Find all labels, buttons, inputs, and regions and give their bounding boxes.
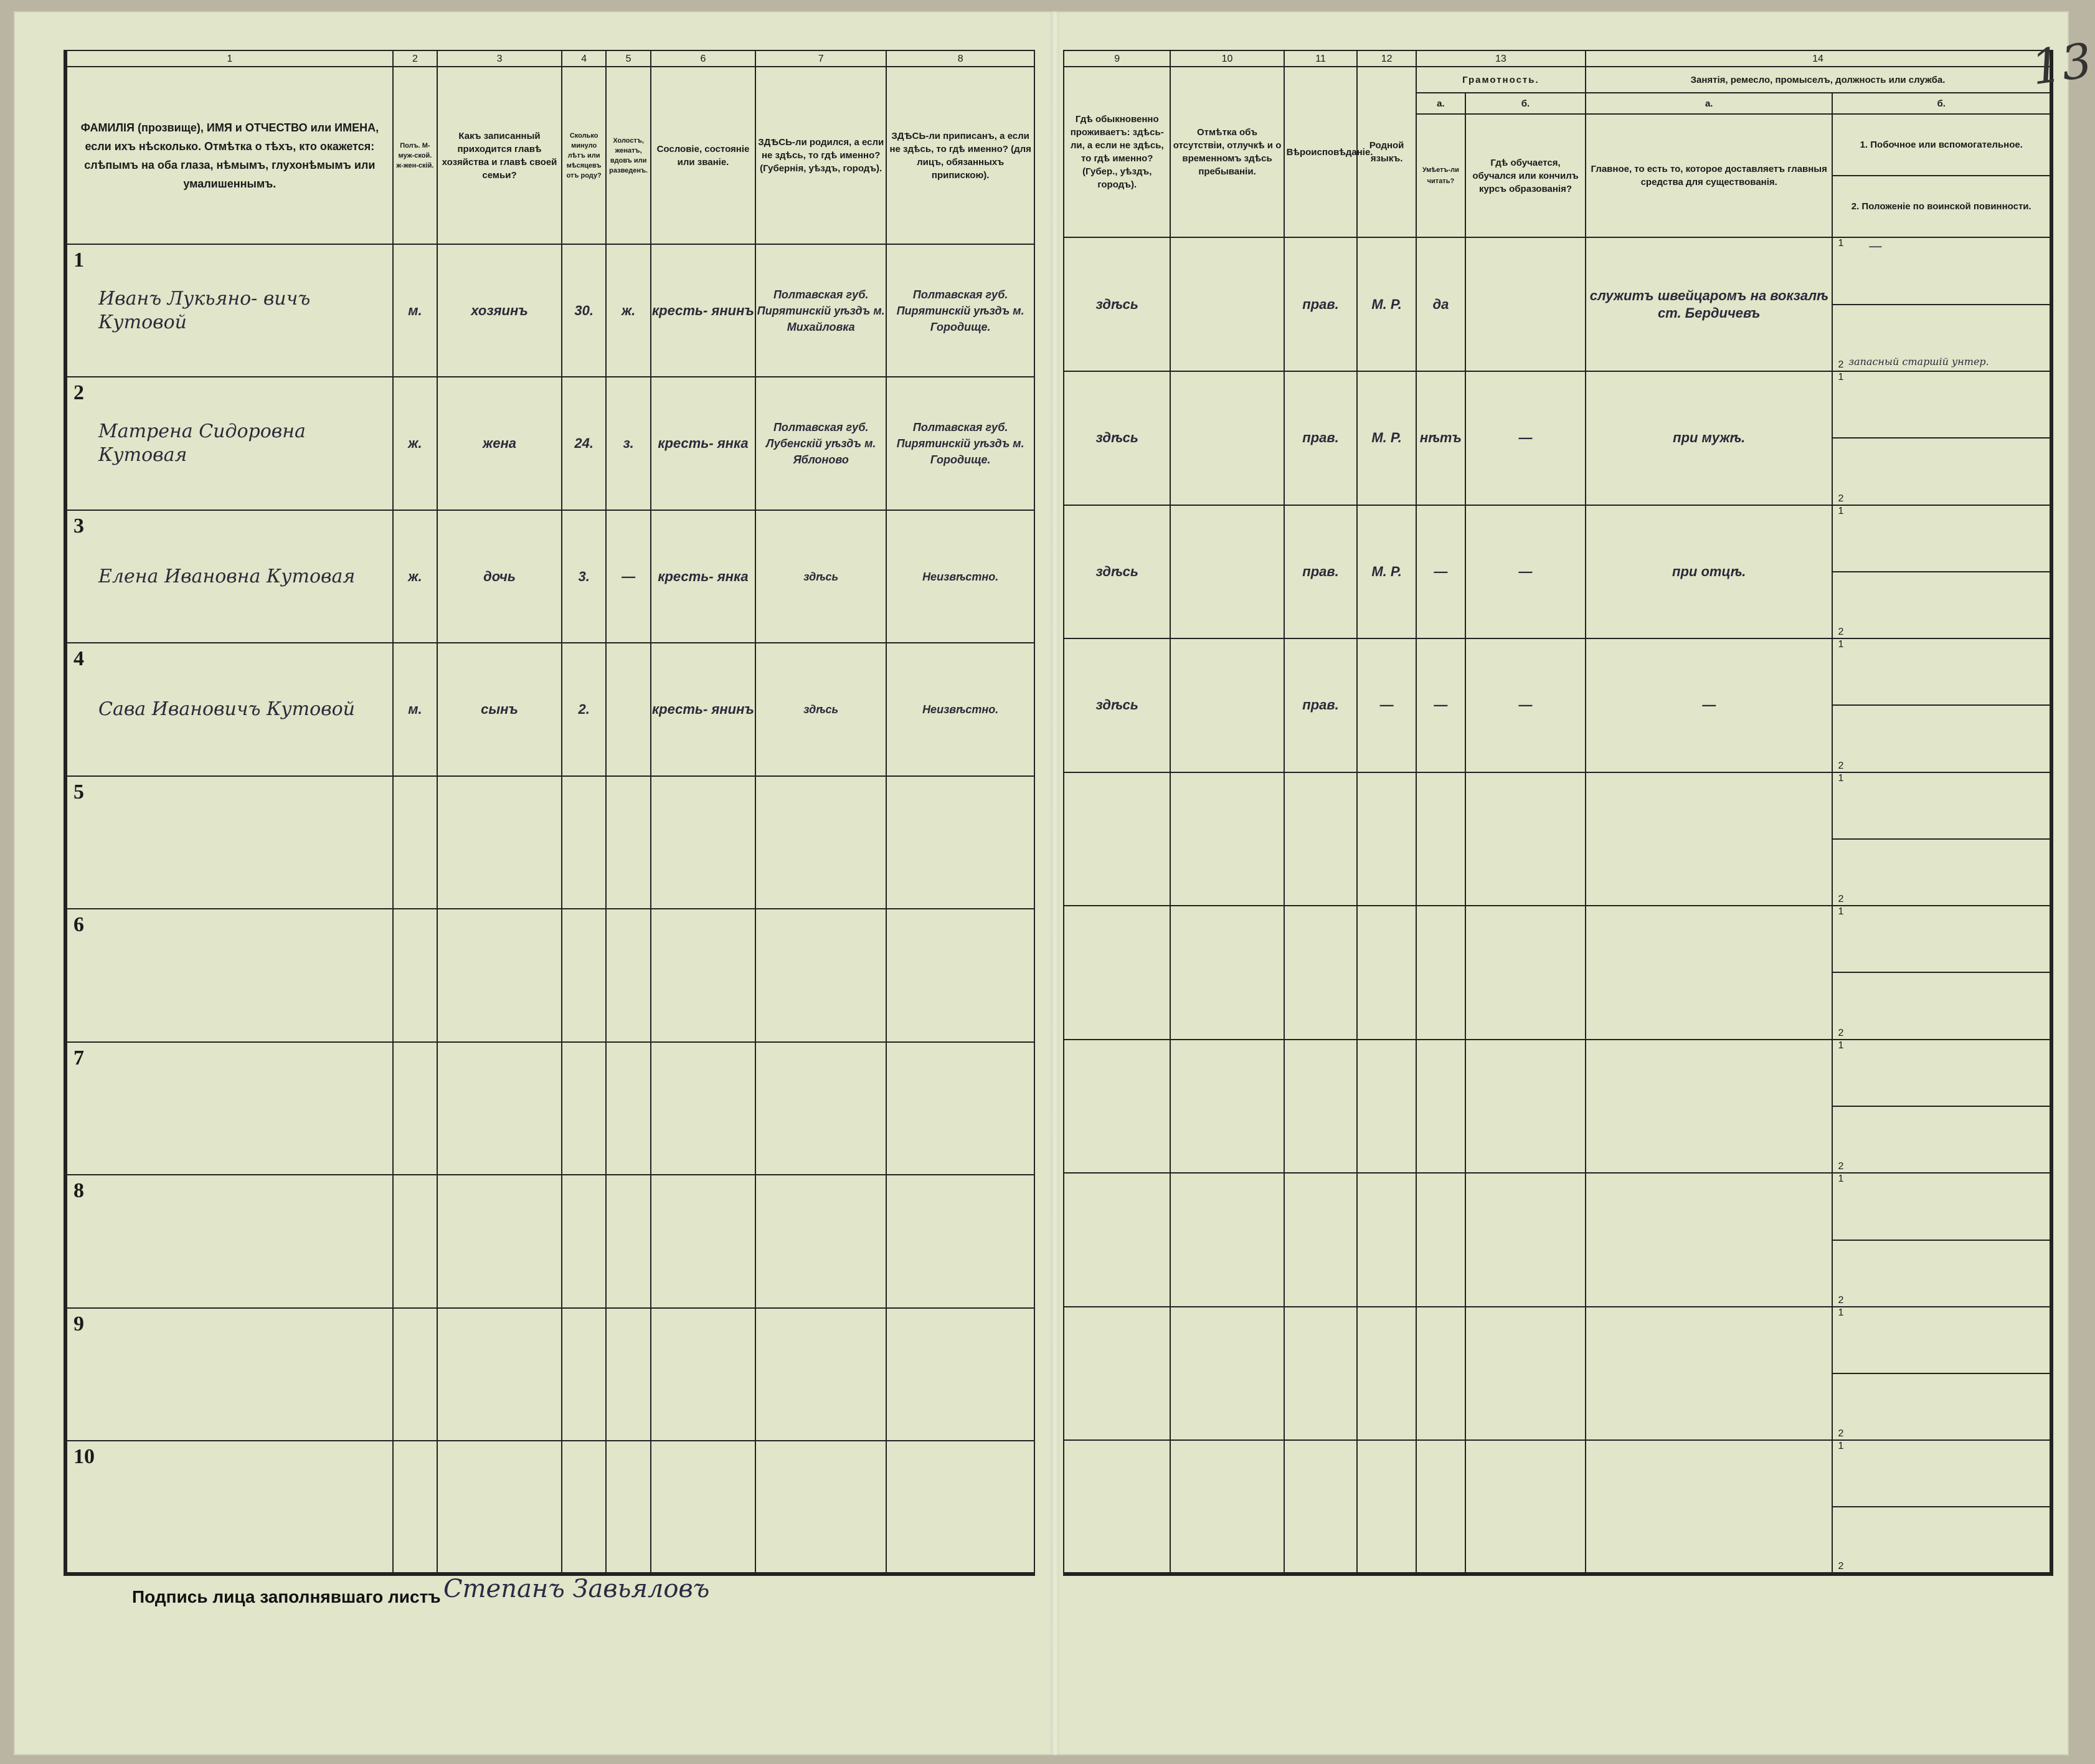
page-fold <box>1051 11 1059 1755</box>
literate-cell: да <box>1416 237 1465 371</box>
sex-cell <box>393 1441 437 1574</box>
col14-b2-text: 2. Положеніе по воинской повинности. <box>1851 201 2031 212</box>
col-header-birthplace: ЗДѢСЬ-ли родился, а если не здѣсь, то гдѣ именно? (Губернія, уѣздъ, городъ). <box>755 67 886 244</box>
religion-cell <box>1284 1173 1358 1307</box>
age-cell <box>562 1175 606 1308</box>
absence-cell <box>1170 1040 1284 1174</box>
main-occupation-cell: при отцѣ. <box>1586 505 1832 639</box>
name-cell <box>65 1175 393 1308</box>
age-cell: 2. <box>562 643 606 776</box>
birthplace-cell: здѣсь <box>755 510 886 643</box>
estate-cell <box>651 909 755 1042</box>
col-header-age: Сколько минуло лѣтъ или мѣсяцевъ отъ роду? <box>562 67 606 244</box>
person-name: Иванъ Лукьяно- вичъ Кутовой <box>98 287 311 333</box>
main-occupation-cell <box>1586 1440 1832 1574</box>
marital-cell <box>606 909 650 1042</box>
military-status <box>1833 706 2050 771</box>
right-header-row-1 <box>1064 67 2051 93</box>
language-cell <box>1357 906 1416 1040</box>
military-status-value: запасный старшій унтер. <box>1848 355 1989 368</box>
secondary-occupation-cell <box>1832 371 2051 505</box>
row-number: 2 <box>73 381 84 405</box>
relation-cell: дочь <box>437 510 562 643</box>
left-rows <box>65 244 1034 1574</box>
marital-cell <box>606 1042 650 1175</box>
literate-cell: — <box>1416 505 1465 639</box>
age-cell <box>562 776 606 909</box>
side-occupation-index: 1 <box>1838 639 1844 650</box>
marital-cell: — <box>606 510 650 643</box>
right-rows <box>1064 237 2051 1574</box>
language-cell: М. Р. <box>1357 237 1416 371</box>
col-num-9: 9 <box>1064 50 1170 67</box>
age-cell <box>562 1308 606 1441</box>
estate-cell: кресть- янка <box>651 510 755 643</box>
absence-cell <box>1170 1173 1284 1307</box>
col-num-11: 11 <box>1284 50 1358 67</box>
birthplace-cell <box>755 1175 886 1308</box>
side-occupation <box>1833 639 2050 706</box>
absence-cell <box>1170 237 1284 371</box>
religion-cell: прав. <box>1284 371 1358 505</box>
birthplace-cell <box>755 1441 886 1574</box>
col-header-relation: Какъ записанный приходится главѣ хозяйства и главѣ своей семьи? <box>437 67 562 244</box>
residence-cell <box>1064 906 1170 1040</box>
registration-cell: Полтавская губ. Пирятинскій уѣздъ м. Городище. <box>886 244 1034 377</box>
religion-cell <box>1284 1040 1358 1174</box>
name-cell <box>65 377 393 510</box>
secondary-occupation-cell <box>1832 505 2051 639</box>
col13-b-label: б. <box>1465 93 1586 114</box>
table-row <box>65 1441 1034 1574</box>
census-sheet <box>14 11 2095 1755</box>
language-cell <box>1357 1307 1416 1441</box>
relation-cell <box>437 1175 562 1308</box>
residence-cell <box>1064 1307 1170 1441</box>
col-header-residence: Гдѣ обыкновенно проживаетъ: здѣсь-ли, а если не здѣсь, то гдѣ именно? (Губер., уѣздъ, городъ). <box>1064 67 1170 237</box>
military-status <box>1833 1107 2050 1172</box>
birthplace-cell: Полтавская губ. Пирятинскій уѣздъ м. Михайловка <box>755 244 886 377</box>
table-row <box>65 244 1034 377</box>
col-header-occupation: Занятія, ремесло, промыселъ, должность или служба. <box>1586 67 2051 93</box>
residence-cell: здѣсь <box>1064 638 1170 772</box>
language-cell: — <box>1357 638 1416 772</box>
side-occupation <box>1833 906 2050 973</box>
military-status-index: 2 <box>1838 493 1844 504</box>
side-occupation <box>1833 1040 2050 1107</box>
name-cell <box>65 1441 393 1574</box>
secondary-occupation-cell <box>1832 1440 2051 1574</box>
right-column-numbers <box>1064 50 2051 67</box>
birthplace-cell: Полтавская губ. Лубенскій уѣздъ м. Яблоново <box>755 377 886 510</box>
table-row <box>1064 638 2051 772</box>
residence-cell <box>1064 1173 1170 1307</box>
relation-cell: сынъ <box>437 643 562 776</box>
name-cell <box>65 643 393 776</box>
col-num-7: 7 <box>755 50 886 67</box>
table-row <box>65 510 1034 643</box>
row-number: 10 <box>73 1445 95 1469</box>
military-status <box>1833 1507 2050 1572</box>
sex-cell <box>393 1042 437 1175</box>
education-cell <box>1465 237 1586 371</box>
secondary-occupation-cell <box>1832 906 2051 1040</box>
marital-cell <box>606 643 650 776</box>
col-num-2: 2 <box>393 50 437 67</box>
side-occupation <box>1833 238 2050 305</box>
registration-cell <box>886 776 1034 909</box>
col-num-10: 10 <box>1170 50 1284 67</box>
relation-cell <box>437 1308 562 1441</box>
estate-cell <box>651 1042 755 1175</box>
table-row <box>1064 505 2051 639</box>
row-number: 6 <box>73 913 84 937</box>
education-cell <box>1465 906 1586 1040</box>
person-name: Сава Ивановичъ Кутовой <box>98 698 356 721</box>
language-cell <box>1357 772 1416 906</box>
religion-cell <box>1284 1307 1358 1441</box>
registration-cell <box>886 1175 1034 1308</box>
religion-cell: прав. <box>1284 638 1358 772</box>
secondary-occupation-cell <box>1832 772 2051 906</box>
side-occupation <box>1833 1174 2050 1240</box>
literate-cell <box>1416 772 1465 906</box>
col13-b-text: Гдѣ обучается, обучался или кончилъ курсъ образованія? <box>1465 114 1586 237</box>
sex-cell <box>393 909 437 1042</box>
education-cell <box>1465 1173 1586 1307</box>
birthplace-cell <box>755 1042 886 1175</box>
left-column-numbers <box>65 50 1034 67</box>
birthplace-cell <box>755 909 886 1042</box>
side-occupation-value: — <box>1868 239 1883 255</box>
military-status <box>1833 439 2050 504</box>
col-header-religion: Вѣроисповѣданіе. <box>1284 67 1358 237</box>
literate-cell <box>1416 1040 1465 1174</box>
side-occupation-index: 1 <box>1838 371 1844 382</box>
sex-cell <box>393 1308 437 1441</box>
language-cell <box>1357 1440 1416 1574</box>
language-cell <box>1357 1040 1416 1174</box>
table-row <box>65 776 1034 909</box>
registration-cell: Неизвѣстно. <box>886 510 1034 643</box>
main-occupation-cell <box>1586 772 1832 906</box>
secondary-occupation-cell <box>1832 237 2051 371</box>
estate-cell <box>651 1308 755 1441</box>
col-num-4: 4 <box>562 50 606 67</box>
absence-cell <box>1170 371 1284 505</box>
col13-a-text: Умѣетъ-ли читать? <box>1416 114 1465 237</box>
col14-b-label: б. <box>1832 93 2051 114</box>
age-cell: 3. <box>562 510 606 643</box>
education-cell: — <box>1465 638 1586 772</box>
religion-cell <box>1284 772 1358 906</box>
main-occupation-cell: служитъ швейцаромъ на вокзалѣ ст. Бердичевъ <box>1586 237 1832 371</box>
side-occupation-index: 1 <box>1838 505 1844 516</box>
registration-cell <box>886 1042 1034 1175</box>
relation-cell: хозяинъ <box>437 244 562 377</box>
sex-cell: ж. <box>393 377 437 510</box>
side-occupation-index: 1 <box>1838 1040 1844 1051</box>
col-num-3: 3 <box>437 50 562 67</box>
marital-cell: ж. <box>606 244 650 377</box>
age-cell <box>562 909 606 1042</box>
row-number: 5 <box>73 780 84 804</box>
side-occupation-index: 1 <box>1838 772 1844 784</box>
estate-cell: кресть- янинъ <box>651 643 755 776</box>
secondary-occupation-cell <box>1832 1307 2051 1441</box>
table-row <box>65 909 1034 1042</box>
table-row <box>1064 1440 2051 1574</box>
birthplace-cell <box>755 776 886 909</box>
signature: Степанъ Завьяловъ <box>443 1575 710 1603</box>
residence-cell: здѣсь <box>1064 505 1170 639</box>
col-num-6: 6 <box>651 50 755 67</box>
row-number: 1 <box>73 248 84 272</box>
main-occupation-cell <box>1586 1040 1832 1174</box>
col-num-12: 12 <box>1357 50 1416 67</box>
education-cell <box>1465 1307 1586 1441</box>
age-cell <box>562 1441 606 1574</box>
col13-a-label: а. <box>1416 93 1465 114</box>
absence-cell <box>1170 505 1284 639</box>
side-occupation-index: 1 <box>1838 906 1844 918</box>
residence-cell <box>1064 1440 1170 1574</box>
absence-cell <box>1170 1440 1284 1574</box>
military-status-index: 2 <box>1838 1027 1844 1038</box>
left-page-table <box>64 50 1035 1576</box>
col14-b1-text: 1. Побочное или вспомогательное. <box>1833 115 2050 176</box>
side-occupation <box>1833 1441 2050 1507</box>
signature-label: Подпись лица заполнявшаго листъ <box>132 1587 441 1606</box>
residence-cell: здѣсь <box>1064 237 1170 371</box>
military-status-index: 2 <box>1838 760 1844 771</box>
language-cell <box>1357 1173 1416 1307</box>
education-cell: — <box>1465 505 1586 639</box>
military-status <box>1833 973 2050 1038</box>
sex-cell: м. <box>393 244 437 377</box>
registration-cell <box>886 909 1034 1042</box>
table-row <box>65 1308 1034 1441</box>
military-status-index: 2 <box>1838 1428 1844 1439</box>
military-status-index: 2 <box>1838 359 1844 370</box>
name-cell <box>65 244 393 377</box>
registration-cell <box>886 1308 1034 1441</box>
sex-cell: м. <box>393 643 437 776</box>
col14-a-label: а. <box>1586 93 1832 114</box>
absence-cell <box>1170 1307 1284 1441</box>
marital-cell <box>606 1308 650 1441</box>
estate-cell <box>651 1175 755 1308</box>
military-status-index: 2 <box>1838 1294 1844 1306</box>
name-cell <box>65 510 393 643</box>
person-name: Матрена Сидоровна Кутовая <box>98 420 306 467</box>
literate-cell <box>1416 1440 1465 1574</box>
col-header-registration: ЗДѢСЬ-ли приписанъ, а если не здѣсь, то гдѣ именно? (для лицъ, обязанныхъ припискою). <box>886 67 1034 244</box>
table-row <box>65 1175 1034 1308</box>
sex-cell <box>393 776 437 909</box>
military-status-index: 2 <box>1838 627 1844 638</box>
col-header-language: Родной языкъ. <box>1357 67 1416 237</box>
marital-cell <box>606 1175 650 1308</box>
col14-b-text <box>1832 114 2051 237</box>
age-cell: 30. <box>562 244 606 377</box>
row-number: 8 <box>73 1179 84 1203</box>
marital-cell <box>606 776 650 909</box>
relation-cell: жена <box>437 377 562 510</box>
col-header-sex: Полъ. М-муж-ской. ж-жен-скій. <box>393 67 437 244</box>
row-number: 3 <box>73 514 84 538</box>
language-cell: М. Р. <box>1357 371 1416 505</box>
literate-cell <box>1416 1173 1465 1307</box>
military-status <box>1833 1241 2050 1306</box>
row-number: 4 <box>73 647 84 671</box>
col-header-literacy: Грамотность. <box>1416 67 1586 93</box>
row-number: 7 <box>73 1046 84 1069</box>
registration-cell <box>886 1441 1034 1574</box>
absence-cell <box>1170 906 1284 1040</box>
main-occupation-cell: при мужѣ. <box>1586 371 1832 505</box>
estate-cell: кресть- янинъ <box>651 244 755 377</box>
table-row <box>65 643 1034 776</box>
military-status <box>1833 572 2050 638</box>
military-status <box>1833 1374 2050 1439</box>
registration-cell: Полтавская губ. Пирятинскій уѣздъ м. Городище. <box>886 377 1034 510</box>
side-occupation-index: 1 <box>1838 1307 1844 1318</box>
name-cell <box>65 909 393 1042</box>
main-occupation-cell: — <box>1586 638 1832 772</box>
secondary-occupation-cell <box>1832 1040 2051 1174</box>
table-row <box>1064 1307 2051 1441</box>
registration-cell: Неизвѣстно. <box>886 643 1034 776</box>
right-page-table <box>1063 50 2053 1576</box>
relation-cell <box>437 1441 562 1574</box>
literate-cell <box>1416 1307 1465 1441</box>
literate-cell: нѣтъ <box>1416 371 1465 505</box>
relation-cell <box>437 776 562 909</box>
estate-cell <box>651 1441 755 1574</box>
age-cell: 24. <box>562 377 606 510</box>
education-cell <box>1465 1040 1586 1174</box>
side-occupation <box>1833 506 2050 572</box>
absence-cell <box>1170 772 1284 906</box>
military-status-index: 2 <box>1838 1161 1844 1172</box>
table-row <box>65 377 1034 510</box>
table-row <box>1064 906 2051 1040</box>
table-row <box>1064 237 2051 371</box>
literate-cell <box>1416 906 1465 1040</box>
marital-cell <box>606 1441 650 1574</box>
relation-cell <box>437 1042 562 1175</box>
col-num-14: 14 <box>1586 50 2051 67</box>
residence-cell <box>1064 1040 1170 1174</box>
education-cell <box>1465 1440 1586 1574</box>
military-status <box>1833 305 2050 371</box>
secondary-occupation-cell <box>1832 1173 2051 1307</box>
side-occupation <box>1833 1307 2050 1374</box>
col-header-absence: Отмѣтка объ отсутствіи, отлучкѣ и о временномъ здѣсь пребываніи. <box>1170 67 1284 237</box>
absence-cell <box>1170 638 1284 772</box>
secondary-occupation-cell <box>1832 638 2051 772</box>
literate-cell: — <box>1416 638 1465 772</box>
estate-cell <box>651 776 755 909</box>
sex-cell: ж. <box>393 510 437 643</box>
col-header-name: ФАМИЛІЯ (прозвище), ИМЯ и ОТЧЕСТВО или ИМЕНА, если ихъ нѣсколько. Отмѣтка о тѣхъ, кто окажется: слѣпымъ на оба глаза, нѣмымъ, глухонѣмымъ или умалишеннымъ. <box>65 67 393 244</box>
main-occupation-cell <box>1586 1173 1832 1307</box>
left-header-row <box>65 67 1034 244</box>
education-cell <box>1465 772 1586 906</box>
side-occupation-index: 1 <box>1838 1441 1844 1452</box>
religion-cell: прав. <box>1284 237 1358 371</box>
name-cell <box>65 1308 393 1441</box>
main-occupation-cell <box>1586 1307 1832 1441</box>
col14-a-text: Главное, то есть то, которое доставляетъ главныя средства для существованія. <box>1586 114 1832 237</box>
row-number: 9 <box>73 1312 84 1335</box>
military-status-index: 2 <box>1838 894 1844 905</box>
language-cell: М. Р. <box>1357 505 1416 639</box>
table-row <box>1064 1173 2051 1307</box>
table-row <box>65 1042 1034 1175</box>
age-cell <box>562 1042 606 1175</box>
sex-cell <box>393 1175 437 1308</box>
religion-cell <box>1284 1440 1358 1574</box>
col-num-13: 13 <box>1416 50 1586 67</box>
name-cell <box>65 776 393 909</box>
residence-cell: здѣсь <box>1064 371 1170 505</box>
birthplace-cell: здѣсь <box>755 643 886 776</box>
side-occupation-index: 1 <box>1838 1174 1844 1185</box>
birthplace-cell <box>755 1308 886 1441</box>
main-occupation-cell <box>1586 906 1832 1040</box>
military-status-index: 2 <box>1838 1561 1844 1572</box>
marital-cell: з. <box>606 377 650 510</box>
table-row <box>1064 772 2051 906</box>
table-row <box>1064 371 2051 505</box>
person-name: Елена Ивановна Кутовая <box>98 565 356 587</box>
col-header-marital: Холостъ, женатъ, вдовъ или разведенъ. <box>606 67 650 244</box>
page-number: 13 <box>2028 32 2095 96</box>
estate-cell: кресть- янка <box>651 377 755 510</box>
education-cell: — <box>1465 371 1586 505</box>
side-occupation-index: 1 <box>1838 238 1844 249</box>
col-num-8: 8 <box>886 50 1034 67</box>
relation-cell <box>437 909 562 1042</box>
col-header-estate: Сословіе, состояніе или званіе. <box>651 67 755 244</box>
religion-cell <box>1284 906 1358 1040</box>
residence-cell <box>1064 772 1170 906</box>
religion-cell: прав. <box>1284 505 1358 639</box>
military-status <box>1833 840 2050 905</box>
name-cell <box>65 1042 393 1175</box>
side-occupation <box>1833 372 2050 439</box>
col-num-1: 1 <box>65 50 393 67</box>
side-occupation <box>1833 773 2050 840</box>
col-num-5: 5 <box>606 50 650 67</box>
table-row <box>1064 1040 2051 1174</box>
